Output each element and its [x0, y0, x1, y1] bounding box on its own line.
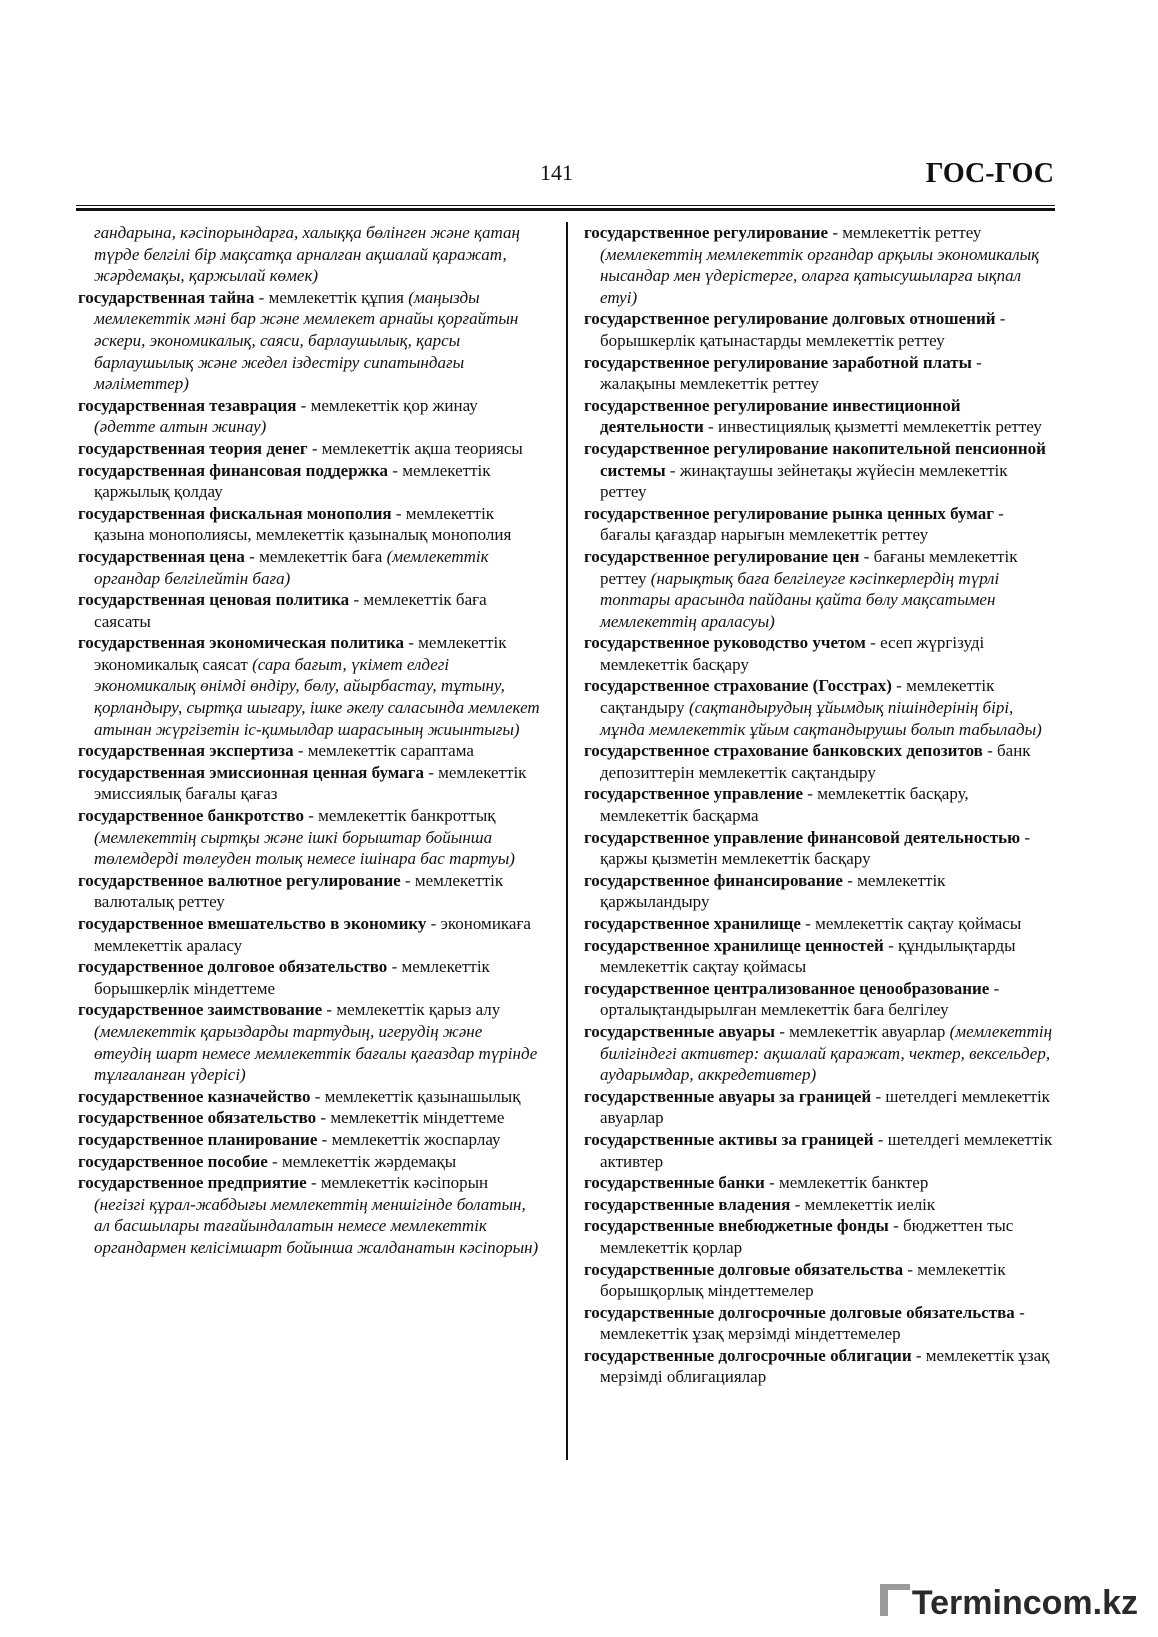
entry-translation: орталықтандырылған мемлекеттік баға белгілеу — [600, 1000, 949, 1020]
entry-translation: мемлекеттік қаржылық қолдау — [94, 460, 491, 502]
entry-separator: - — [317, 1129, 332, 1149]
entry-term: государственное заимствование — [78, 1000, 323, 1020]
entry-term: государственная экспертиза — [78, 741, 294, 761]
entry-note: (сақтандырудың ұйымдық пішіндерінің бірі, мұнда мемлекеттік ұйым сақтандырушы болып табылады) — [600, 698, 1042, 739]
entry-note: (мемлекеттік органдар белгілейтін баға) — [94, 546, 489, 588]
entry-term: государственные авуары — [584, 1021, 775, 1041]
dictionary-entry — [584, 546, 1056, 632]
entry-term: государственное управление — [584, 784, 804, 804]
entry-translation: экономикаға мемлекеттік араласу — [94, 914, 531, 955]
dictionary-entry — [78, 460, 540, 503]
entry-term: государственная ценовая политика — [78, 590, 350, 610]
entry-translation: жалақыны мемлекеттік реттеу — [600, 374, 820, 394]
dictionary-entry — [78, 395, 540, 438]
entry-term: государственное регулирование инвестиционной деятельности — [584, 395, 961, 437]
entry-separator: - — [322, 1000, 337, 1020]
dictionary-entry — [584, 503, 1056, 546]
dictionary-entry — [78, 287, 540, 395]
t-logo-icon — [880, 1584, 910, 1616]
entry-separator: - — [244, 546, 260, 566]
dictionary-entry — [584, 395, 1056, 438]
dictionary-entry — [584, 1021, 1056, 1086]
entry-separator: - — [871, 1086, 886, 1106]
entry-separator: - — [310, 1086, 325, 1106]
entry-separator: - — [764, 1173, 779, 1193]
dictionary-entry — [78, 956, 540, 999]
entry-separator: - — [665, 460, 680, 480]
entry-translation: банк депозиттерін мемлекеттік сақтандыру — [600, 741, 1031, 782]
entry-term: государственные долгосрочные облигации — [584, 1345, 912, 1365]
entry-note: (мемлекеттің билігіндегі активтер: ақшалай қаражат, чектер, вексельдер, аударымдар, аккредетивтер) — [600, 1021, 1053, 1085]
dictionary-entry — [584, 913, 1056, 935]
entry-translation: мемлекеттік эмиссиялық бағалы қағаз — [94, 762, 527, 804]
dictionary-entry — [584, 1215, 1056, 1258]
dictionary-entry — [584, 1194, 1056, 1216]
entry-term: государственная финансовая поддержка — [78, 460, 389, 480]
entry-separator: - — [888, 1216, 903, 1236]
entry-translation: мемлекеттік сақтау қоймасы — [815, 914, 1022, 933]
entry-term: государственное регулирование рынка ценных бумаг — [584, 503, 994, 523]
entry-translation: мемлекеттік валюталық реттеу — [94, 870, 504, 912]
entry-term: государственная цена — [78, 546, 245, 566]
entry-separator: - — [982, 741, 997, 761]
entry-separator: - — [803, 784, 818, 804]
dictionary-entry — [78, 1151, 540, 1173]
entry-term: государственное регулирование заработной платы — [584, 352, 972, 372]
entry-term: государственное валютное регулирование — [78, 870, 401, 890]
dictionary-entry — [78, 589, 540, 632]
entry-note: (негізгі құрал-жабдығы мемлекеттің меншігінде болатын, ал басшылары тағайындалатын немесе мемлекеттік органдармен келісімшарт бойынша жалданатын кәсіпорын) — [94, 1194, 539, 1257]
entry-term: государственное страхование (Госстрах) — [584, 676, 892, 696]
page-number: 141 — [540, 160, 573, 185]
entry-separator: - — [403, 633, 419, 653]
entry-translation: мемлекеттік борышқорлық міндеттемелер — [600, 1259, 1006, 1301]
dictionary-entry — [584, 1259, 1056, 1302]
dictionary-entry — [78, 1107, 540, 1129]
entry-separator: - — [1020, 827, 1031, 847]
dictionary-entry — [78, 503, 540, 546]
entry-term: государственное регулирование — [584, 223, 829, 242]
dictionary-entry — [78, 438, 540, 460]
entry-term: государственная теория денег — [78, 438, 308, 458]
entry-translation: мемлекеттік банктер — [778, 1173, 929, 1193]
entry-translation: мемлекеттік міндеттеме — [330, 1108, 505, 1128]
entry-note: (маңызды мемлекеттік мәні бар және мемлекет арнайы қорғайтын әскери, экономикалық, саяси, барлаушылық, қарсы барлаушылық және жедел іздестіру сипатындағы мәліметтер) — [94, 287, 519, 394]
dictionary-entry — [78, 1172, 540, 1258]
entry-term: государственное регулирование накопительной пенсионной системы — [584, 438, 1046, 480]
entry-term: государственная тайна — [78, 287, 255, 307]
entry-translation: мемлекеттік ұзақ мерзімді облигациялар — [600, 1345, 1050, 1387]
entry-separator: - — [891, 676, 907, 696]
entry-translation: мемлекеттік борышкерлік міндеттеме — [94, 957, 490, 998]
entry-separator: - — [349, 590, 364, 610]
entry-term: государственное централизованное ценообразование — [584, 978, 990, 998]
entry-separator: - — [774, 1021, 790, 1041]
entry-separator: - — [267, 1151, 282, 1171]
dictionary-entry — [78, 546, 540, 589]
entry-term: государственное управление финансовой деятельностью — [584, 827, 1021, 847]
dictionary-entry — [584, 935, 1056, 978]
entry-term: государственное предприятие — [78, 1173, 307, 1193]
dictionary-entry — [78, 632, 540, 740]
entry-term: государственное казначейство — [78, 1086, 311, 1106]
entry-term: государственная экономическая политика — [78, 633, 404, 653]
entry-translation: мемлекеттік иелік — [804, 1194, 936, 1214]
entry-term: государственное вмешательство в экономику — [78, 914, 427, 933]
entry-term: государственные авуары за границей — [584, 1086, 872, 1106]
entry-separator: - — [989, 978, 1000, 998]
entry-term: государственные внебюджетные фонды — [584, 1216, 889, 1236]
entry-translation: мемлекеттік қазына монополиясы, мемлекеттік қазыналық монополия — [94, 503, 512, 545]
dictionary-entry — [78, 1086, 540, 1108]
entry-note: (нарықтық баға белгілеуге кәсіпкерлердің түрлі топтары арасында пайданы қайта бөлу мақсатымен мемлекеттің араласуы) — [600, 568, 1000, 631]
entry-term: государственное банкротство — [78, 806, 304, 826]
right-column — [584, 222, 1056, 1388]
entry-translation: құндылықтарды мемлекеттік сақтау қоймасы — [600, 935, 1016, 977]
entry-separator: - — [859, 546, 874, 566]
entry-separator: - — [911, 1345, 926, 1365]
entry-translation: мемлекеттік сақтандыру — [600, 676, 995, 718]
entry-separator: - — [883, 935, 898, 955]
entry-separator: - — [293, 741, 308, 761]
dictionary-entry — [78, 913, 540, 956]
entry-term: государственное хранилище ценностей — [584, 935, 884, 955]
entry-translation: есеп жүргізуді мемлекеттік басқару — [600, 633, 985, 674]
entry-term: государственное долговое обязательство — [78, 957, 388, 977]
entry-term: государственное пособие — [78, 1151, 268, 1171]
section-title: ГОС-ГОС — [925, 158, 1054, 189]
dictionary-entry — [78, 740, 540, 762]
entry-translation: мемлекеттік ұзақ мерзімді міндеттемелер — [600, 1324, 901, 1344]
entry-translation: мемлекеттік экономикалық саясат — [94, 633, 507, 674]
entry-separator: - — [903, 1259, 918, 1279]
entry-term: государственные активы за границей — [584, 1129, 874, 1149]
left-column — [78, 222, 540, 1259]
entry-separator: - — [296, 395, 311, 415]
entry-translation: инвестициялық қызметті мемлекеттік реттеу — [717, 417, 1042, 437]
entry-term: государственное хранилище — [584, 914, 801, 933]
dictionary-entry — [78, 999, 540, 1085]
dictionary-entry — [584, 352, 1056, 395]
entry-term: государственное финансирование — [584, 870, 843, 890]
entry-translation: мемлекеттік қор жинау — [310, 395, 478, 415]
entry-term: государственное обязательство — [78, 1108, 317, 1128]
site-logo — [880, 1584, 1138, 1623]
entry-translation: шетелдегі мемлекеттік авуарлар — [600, 1086, 1050, 1128]
entry-separator: - — [865, 633, 881, 653]
entry-note: (мемлекеттік қарыздарды тартудың, игерудің және өтеудің шарт немесе мемлекеттік бағалы қағаздар түрінде тұлғаланған үдерісі) — [94, 1021, 538, 1085]
entry-translation: мемлекеттік кәсіпорын — [320, 1173, 489, 1193]
entry-term: государственные долгосрочные долговые обязательства — [584, 1302, 1015, 1322]
dictionary-entry — [584, 740, 1056, 783]
dictionary-entry — [584, 827, 1056, 870]
entry-translation: мемлекеттік қарыз алу — [336, 1000, 501, 1020]
dictionary-entry — [78, 1129, 540, 1151]
dictionary-entry — [584, 438, 1056, 503]
dictionary-entry — [584, 1086, 1056, 1129]
entry-separator: - — [316, 1108, 331, 1128]
column-divider — [566, 222, 568, 1460]
entry-separator: - — [703, 417, 718, 437]
entry-separator: - — [426, 914, 441, 933]
entry-term: государственное планирование — [78, 1129, 318, 1149]
entry-term: государственное регулирование долговых отношений — [584, 309, 996, 329]
entry-separator: - — [995, 309, 1006, 329]
entry-separator: - — [790, 1194, 805, 1214]
entry-term: государственное регулирование цен — [584, 546, 860, 566]
entry-note: (мемлекеттің сыртқы және ішкі борыштар бойынша төлемдерді төлеуден толық немесе ішінара бас тартуы) — [94, 827, 515, 869]
entry-translation: шетелдегі мемлекеттік активтер — [600, 1129, 1053, 1171]
entry-translation: мемлекеттік қаржыландыру — [600, 870, 946, 912]
dictionary-entry — [584, 978, 1056, 1021]
dictionary-entry — [584, 1172, 1056, 1194]
entry-term: государственная эмиссионная ценная бумага — [78, 762, 424, 782]
entry-separator: - — [306, 1173, 321, 1193]
entry-separator: - — [828, 223, 843, 242]
entry-translation: мемлекеттік баға саясаты — [94, 590, 487, 631]
entry-translation: мемлекеттік баға — [259, 546, 387, 566]
entry-translation: борышкерлік қатынастарды мемлекеттік реттеу — [600, 330, 945, 350]
entry-translation: мемлекеттік реттеу — [842, 223, 982, 242]
entry-separator: - — [400, 870, 415, 890]
dictionary-entry — [584, 1345, 1056, 1388]
entry-separator: - — [388, 460, 403, 480]
entry-note: (әдетте алтын жинау) — [94, 417, 267, 437]
entry-note: (сара бағыт, үкімет елдегі экономикалық өнімді өндіру, бөлу, айырбастау, тұтыну, қорландыру, сыртқа шығару, ішке әкелу саласында мемлекет атынан жүргізетін іс-қимылдар шарасының жиынтығы) — [94, 654, 540, 739]
entry-note: гандарына, кәсіпорындарға, халыққа бөлінген және қатаң түрде белгілі бір мақсатқа арналған ақшалай қаражат, жәрдемақы, қаржылай көмек) — [94, 223, 520, 286]
dictionary-entry — [78, 222, 540, 287]
dictionary-entry — [584, 308, 1056, 351]
dictionary-entry — [584, 870, 1056, 913]
entry-translation: мемлекеттік банкроттық — [318, 806, 496, 826]
dictionary-entry — [584, 1302, 1056, 1345]
dictionary-entry — [584, 675, 1056, 740]
entry-separator: - — [254, 287, 269, 307]
logo-text: Termincom.kz — [911, 1584, 1138, 1622]
header-rule-thin — [76, 205, 1055, 206]
entry-separator: - — [971, 352, 982, 372]
entry-term: государственная тезаврация — [78, 395, 297, 415]
entry-separator: - — [873, 1129, 888, 1149]
entry-translation: мемлекеттік авуарлар — [789, 1021, 950, 1041]
entry-translation: мемлекеттік сараптама — [307, 741, 474, 761]
entry-translation: бағалы қағаздар нарығын мемлекеттік реттеу — [600, 525, 929, 545]
entry-separator: - — [387, 957, 402, 977]
entry-translation: мемлекеттік басқару, мемлекеттік басқарма — [600, 784, 969, 826]
entry-translation: мемлекеттік құпия — [268, 287, 409, 307]
entry-term: государственные владения — [584, 1194, 791, 1214]
entry-term: государственные долговые обязательства — [584, 1259, 904, 1279]
entry-separator: - — [800, 914, 816, 933]
entry-translation: жинақтаушы зейнетақы жүйесін мемлекеттік реттеу — [600, 460, 1008, 502]
dictionary-entry — [78, 805, 540, 870]
entry-separator: - — [993, 503, 1004, 523]
entry-translation: бюджеттен тыс мемлекеттік қорлар — [600, 1216, 1014, 1257]
dictionary-entry — [584, 1129, 1056, 1172]
dictionary-entry — [584, 222, 1056, 308]
entry-translation: мемлекеттік жәрдемақы — [281, 1151, 457, 1171]
entry-translation: қаржы қызметін мемлекеттік басқару — [600, 849, 871, 869]
dictionary-entry — [584, 632, 1056, 675]
entry-separator: - — [1014, 1302, 1025, 1322]
entry-separator: - — [307, 438, 322, 458]
entry-translation: мемлекеттік қазынашылық — [324, 1086, 521, 1106]
entry-term: государственная фискальная монополия — [78, 503, 392, 523]
entry-term: государственные банки — [584, 1173, 765, 1193]
dictionary-entry — [78, 870, 540, 913]
entry-translation: бағаны мемлекеттік реттеу — [600, 546, 1018, 588]
entry-translation: мемлекеттік ақша теориясы — [321, 438, 523, 458]
entry-translation: мемлекеттік жоспарлау — [331, 1129, 501, 1149]
entry-separator: - — [842, 870, 858, 890]
dictionary-entry — [584, 783, 1056, 826]
header-rule-thick — [76, 208, 1055, 211]
entry-separator: - — [391, 503, 406, 523]
entry-note: (мемлекеттің мемлекеттік органдар арқылы экономикалық нысандар мен үдерістерге, оларға қатысушыларға ықпал етуі) — [600, 244, 1040, 307]
entry-term: государственное страхование банковских депозитов — [584, 741, 983, 761]
entry-term: государственное руководство учетом — [584, 633, 866, 653]
dictionary-entry — [78, 762, 540, 805]
entry-separator: - — [423, 762, 439, 782]
entry-separator: - — [303, 806, 319, 826]
